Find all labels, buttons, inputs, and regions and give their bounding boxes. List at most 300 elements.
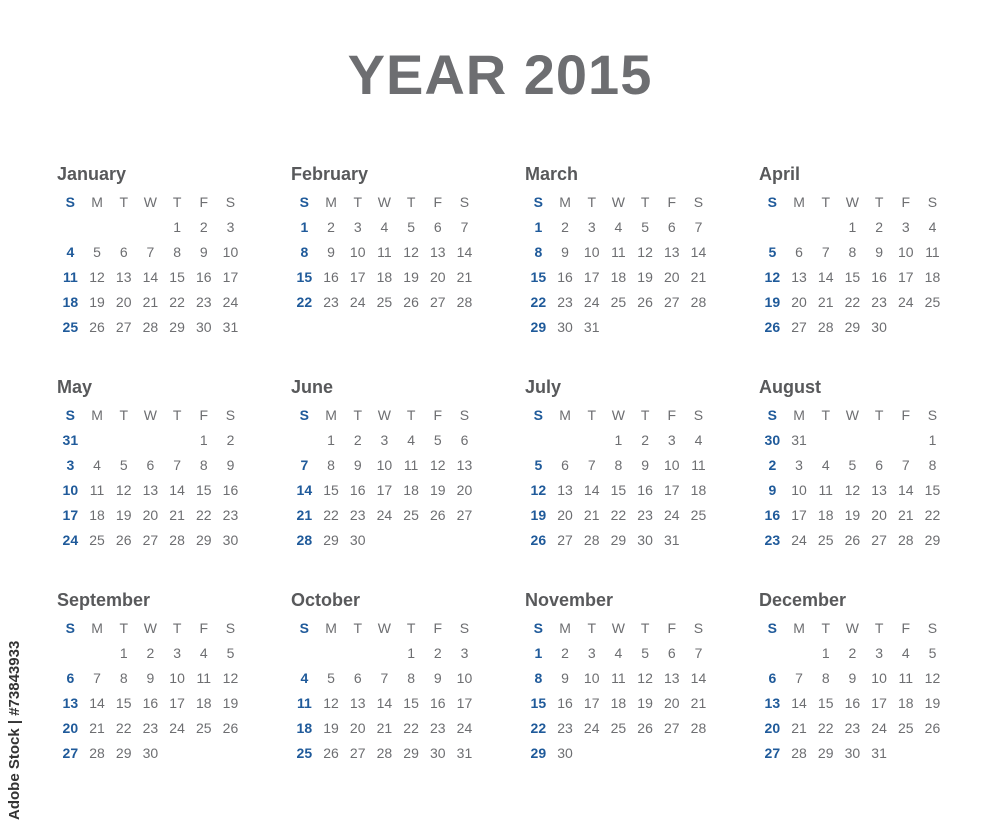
date: 10 <box>583 244 600 260</box>
sunday-date: 1 <box>534 219 543 235</box>
date: 9 <box>641 457 649 473</box>
month-january <box>57 162 257 340</box>
date: 12 <box>429 457 446 473</box>
sunday-date: 19 <box>530 507 547 523</box>
date: 26 <box>115 532 132 548</box>
date <box>605 741 632 766</box>
date: 14 <box>142 269 159 285</box>
weekday-header: M <box>793 194 805 210</box>
date: 29 <box>195 532 212 548</box>
date: 2 <box>199 219 208 235</box>
date: 11 <box>611 244 626 260</box>
date: 24 <box>169 720 185 736</box>
week-row <box>291 528 491 553</box>
month-day-grid <box>291 403 491 553</box>
week-row <box>57 453 257 478</box>
date: 4 <box>199 645 208 661</box>
weekday-header: F <box>433 407 443 423</box>
date: 28 <box>142 319 159 335</box>
weekday-header: T <box>874 194 884 210</box>
date: 14 <box>89 695 105 711</box>
date: 4 <box>694 432 703 448</box>
date: 21 <box>791 720 807 736</box>
week-row <box>759 528 959 553</box>
date: 8 <box>407 670 415 686</box>
date: 28 <box>89 745 105 761</box>
date <box>84 215 111 240</box>
week-row <box>291 478 491 503</box>
weekday-header-row <box>525 190 725 215</box>
month-name: November <box>525 590 614 610</box>
date: 17 <box>583 695 600 711</box>
date: 25 <box>376 294 393 310</box>
date <box>398 528 425 553</box>
date: 5 <box>641 219 649 235</box>
sunday-date <box>759 215 786 240</box>
date: 13 <box>429 244 446 260</box>
date: 30 <box>142 745 159 761</box>
date: 20 <box>115 294 132 310</box>
week-row <box>57 240 257 265</box>
date: 27 <box>663 720 680 736</box>
week-row <box>291 215 491 240</box>
sunday-date: 18 <box>62 294 79 310</box>
date: 15 <box>323 482 339 498</box>
sunday-date: 19 <box>764 294 781 310</box>
date: 24 <box>583 720 600 736</box>
date: 5 <box>407 219 415 235</box>
date <box>137 428 164 453</box>
weekday-header: F <box>433 620 443 636</box>
date: 21 <box>456 269 473 285</box>
date: 11 <box>611 670 626 686</box>
date: 20 <box>349 720 366 736</box>
date: 16 <box>222 482 239 498</box>
week-row <box>291 453 491 478</box>
date: 14 <box>169 482 185 498</box>
date: 2 <box>226 432 235 448</box>
date: 12 <box>403 244 419 260</box>
sunday-date: 6 <box>768 670 777 686</box>
sunday-date: 1 <box>534 645 543 661</box>
date: 30 <box>871 319 887 335</box>
sunday-date: 22 <box>296 294 313 310</box>
date: 3 <box>587 645 596 661</box>
month-august <box>759 375 959 553</box>
date: 1 <box>119 645 128 661</box>
sunday-date: 23 <box>764 532 781 548</box>
weekday-header: T <box>821 620 830 636</box>
date: 25 <box>610 294 627 310</box>
week-row <box>759 315 959 340</box>
date <box>371 528 398 553</box>
date: 1 <box>199 432 208 448</box>
date: 12 <box>323 695 339 711</box>
date: 25 <box>195 720 212 736</box>
date: 2 <box>641 432 649 448</box>
date: 9 <box>146 670 155 686</box>
date: 7 <box>694 219 703 235</box>
date: 30 <box>637 532 653 548</box>
weekday-header: T <box>172 620 182 636</box>
date: 15 <box>115 695 132 711</box>
date: 18 <box>610 269 627 285</box>
sunday-date: 24 <box>62 532 79 548</box>
date: 17 <box>791 507 807 523</box>
date: 21 <box>89 720 105 736</box>
date: 24 <box>663 507 680 523</box>
weekday-header: T <box>640 194 650 210</box>
date: 29 <box>610 532 627 548</box>
date: 14 <box>376 695 393 711</box>
date <box>451 528 478 553</box>
date: 17 <box>663 482 680 498</box>
date: 19 <box>222 695 239 711</box>
date: 23 <box>844 720 861 736</box>
date: 1 <box>821 645 830 661</box>
month-day-grid <box>57 190 257 340</box>
date <box>605 315 632 340</box>
sunday-date: 6 <box>66 670 75 686</box>
date: 27 <box>115 319 132 335</box>
week-row <box>57 691 257 716</box>
weekday-header: T <box>406 620 416 636</box>
date <box>685 741 712 766</box>
date: 21 <box>690 269 707 285</box>
date: 22 <box>817 720 834 736</box>
date: 28 <box>690 720 707 736</box>
weekday-header: F <box>199 620 209 636</box>
weekday-header: F <box>901 620 911 636</box>
weekday-header: M <box>793 407 805 423</box>
week-row <box>525 215 725 240</box>
weekday-header: M <box>793 620 805 636</box>
date: 3 <box>875 645 883 661</box>
date: 13 <box>791 269 807 285</box>
sunday-date: 29 <box>530 319 547 335</box>
date: 4 <box>380 219 389 235</box>
weekday-header: S <box>693 620 704 636</box>
weekday-header: T <box>821 194 830 210</box>
date: 26 <box>403 294 419 310</box>
date <box>658 741 685 766</box>
date: 6 <box>667 219 676 235</box>
date: 17 <box>222 269 239 285</box>
week-row <box>291 265 491 290</box>
date: 12 <box>637 244 653 260</box>
weekday-header: S <box>225 194 236 210</box>
date: 16 <box>557 269 573 285</box>
date: 18 <box>89 507 105 523</box>
date: 11 <box>818 482 833 498</box>
week-row <box>525 290 725 315</box>
weekday-header: W <box>611 620 626 636</box>
month-name: October <box>291 590 361 610</box>
month-name: September <box>57 590 151 610</box>
date <box>110 215 137 240</box>
date <box>137 215 164 240</box>
date: 17 <box>376 482 393 498</box>
date: 10 <box>456 670 473 686</box>
sunday-date: 29 <box>530 745 547 761</box>
date: 14 <box>791 695 807 711</box>
date: 22 <box>610 507 627 523</box>
week-row <box>759 453 959 478</box>
weekday-header: M <box>91 407 103 423</box>
date: 2 <box>848 645 857 661</box>
date: 26 <box>924 720 941 736</box>
weekday-header: S <box>767 620 778 636</box>
date: 1 <box>928 432 937 448</box>
date: 23 <box>222 507 239 523</box>
date <box>190 741 217 766</box>
weekday-header: T <box>172 407 182 423</box>
date: 19 <box>403 269 419 285</box>
date: 7 <box>93 670 101 686</box>
weekday-header: M <box>325 407 337 423</box>
date: 8 <box>614 457 623 473</box>
date: 21 <box>897 507 914 523</box>
date: 27 <box>456 507 473 523</box>
weekday-header: M <box>559 620 571 636</box>
date: 25 <box>924 294 941 310</box>
date: 30 <box>222 532 239 548</box>
date: 15 <box>844 269 861 285</box>
date: 20 <box>456 482 473 498</box>
weekday-header: T <box>587 620 596 636</box>
date <box>786 641 813 666</box>
weekday-header: T <box>406 194 416 210</box>
date: 17 <box>897 269 914 285</box>
week-row <box>759 503 959 528</box>
date: 26 <box>637 294 653 310</box>
date: 8 <box>173 244 181 260</box>
weekday-header: T <box>640 407 650 423</box>
date: 6 <box>146 457 155 473</box>
week-row <box>525 240 725 265</box>
week-row <box>57 741 257 766</box>
date: 10 <box>376 457 393 473</box>
month-may <box>57 375 257 553</box>
date: 10 <box>871 670 887 686</box>
date: 29 <box>924 532 941 548</box>
sunday-date: 16 <box>764 507 781 523</box>
date: 2 <box>433 645 442 661</box>
weekday-header: T <box>587 407 596 423</box>
date: 9 <box>433 670 442 686</box>
date: 7 <box>694 645 703 661</box>
date: 5 <box>848 457 857 473</box>
weekday-header: S <box>225 620 236 636</box>
date: 21 <box>376 720 393 736</box>
date: 15 <box>610 482 627 498</box>
week-row <box>291 290 491 315</box>
date: 9 <box>353 457 362 473</box>
date <box>424 528 451 553</box>
date: 28 <box>456 294 473 310</box>
sunday-date: 13 <box>62 695 79 711</box>
weekday-header: S <box>459 620 470 636</box>
week-row <box>525 478 725 503</box>
date: 7 <box>587 457 596 473</box>
date: 17 <box>583 269 600 285</box>
date: 18 <box>195 695 212 711</box>
weekday-header: M <box>91 194 103 210</box>
weekday-header: M <box>325 194 337 210</box>
date: 25 <box>817 532 834 548</box>
date: 22 <box>115 720 132 736</box>
date: 3 <box>587 219 596 235</box>
date <box>866 428 893 453</box>
date: 10 <box>791 482 807 498</box>
week-row <box>57 528 257 553</box>
date: 6 <box>353 670 362 686</box>
sunday-date: 31 <box>62 432 79 448</box>
sunday-date <box>291 428 318 453</box>
date: 29 <box>817 745 834 761</box>
date: 6 <box>875 457 883 473</box>
sunday-date <box>57 215 84 240</box>
date: 3 <box>795 457 803 473</box>
weekday-header: M <box>559 194 571 210</box>
date: 7 <box>173 457 181 473</box>
date: 10 <box>169 670 185 686</box>
weekday-header: T <box>587 194 596 210</box>
date: 18 <box>817 507 834 523</box>
week-row <box>57 666 257 691</box>
date: 16 <box>195 269 212 285</box>
month-december <box>759 588 959 766</box>
date: 24 <box>791 532 807 548</box>
date: 4 <box>901 645 910 661</box>
weekday-header: S <box>533 194 544 210</box>
date: 26 <box>844 532 861 548</box>
date: 16 <box>429 695 446 711</box>
date: 16 <box>871 269 887 285</box>
weekday-header: S <box>767 194 778 210</box>
date: 20 <box>557 507 573 523</box>
date: 23 <box>557 294 573 310</box>
weekday-header: W <box>143 194 158 210</box>
date: 1 <box>848 219 857 235</box>
date: 27 <box>142 532 159 548</box>
date: 24 <box>871 720 887 736</box>
weekday-header: T <box>640 620 650 636</box>
date: 10 <box>663 457 680 473</box>
date: 3 <box>226 219 235 235</box>
date: 16 <box>844 695 861 711</box>
week-row <box>291 428 491 453</box>
date: 20 <box>791 294 807 310</box>
date: 7 <box>460 219 469 235</box>
date: 4 <box>821 457 830 473</box>
date: 31 <box>583 319 600 335</box>
date <box>552 428 579 453</box>
sunday-date: 8 <box>534 244 543 260</box>
weekday-header: F <box>667 194 677 210</box>
weekday-header: T <box>406 407 416 423</box>
date <box>110 428 137 453</box>
date: 7 <box>821 244 830 260</box>
month-name: February <box>291 164 369 184</box>
date <box>685 528 712 553</box>
date: 2 <box>327 219 335 235</box>
week-row <box>57 503 257 528</box>
date: 7 <box>901 457 910 473</box>
date: 8 <box>119 670 128 686</box>
weekday-header-row <box>759 403 959 428</box>
date: 12 <box>115 482 132 498</box>
date: 24 <box>376 507 393 523</box>
date: 19 <box>89 294 105 310</box>
sunday-date: 1 <box>300 219 309 235</box>
sunday-date: 11 <box>62 269 78 285</box>
date: 3 <box>173 645 181 661</box>
weekday-header: T <box>172 194 182 210</box>
week-row <box>525 641 725 666</box>
date: 18 <box>376 269 393 285</box>
date: 11 <box>89 482 105 498</box>
date: 4 <box>93 457 101 473</box>
date <box>84 641 111 666</box>
month-name: July <box>525 377 562 397</box>
week-row <box>57 428 257 453</box>
month-name: May <box>57 377 93 397</box>
date: 12 <box>637 670 653 686</box>
date: 16 <box>323 269 339 285</box>
date: 16 <box>142 695 159 711</box>
date: 9 <box>327 244 335 260</box>
weekday-header: S <box>65 620 76 636</box>
date: 28 <box>817 319 834 335</box>
week-row <box>759 641 959 666</box>
date: 24 <box>583 294 600 310</box>
weekday-header: W <box>143 620 158 636</box>
date: 10 <box>583 670 600 686</box>
week-row <box>291 641 491 666</box>
date: 3 <box>460 645 469 661</box>
date: 23 <box>429 720 446 736</box>
weekday-header: M <box>559 407 571 423</box>
week-row <box>57 265 257 290</box>
week-row <box>57 641 257 666</box>
date: 6 <box>561 457 569 473</box>
week-row <box>525 503 725 528</box>
date: 12 <box>844 482 861 498</box>
date: 19 <box>637 269 653 285</box>
week-row <box>759 478 959 503</box>
date: 9 <box>199 244 208 260</box>
weekday-header: T <box>119 194 128 210</box>
weekday-header: M <box>325 620 337 636</box>
week-row <box>57 290 257 315</box>
weekday-header: S <box>65 194 76 210</box>
week-row <box>759 240 959 265</box>
weekday-header-row <box>525 403 725 428</box>
month-november <box>525 588 725 766</box>
week-row <box>291 503 491 528</box>
date: 24 <box>456 720 473 736</box>
date: 13 <box>349 695 366 711</box>
week-row <box>57 716 257 741</box>
date: 2 <box>561 645 569 661</box>
date: 12 <box>924 670 941 686</box>
date: 16 <box>637 482 653 498</box>
week-row <box>759 215 959 240</box>
date: 5 <box>641 645 649 661</box>
date: 31 <box>791 432 807 448</box>
week-row <box>759 691 959 716</box>
